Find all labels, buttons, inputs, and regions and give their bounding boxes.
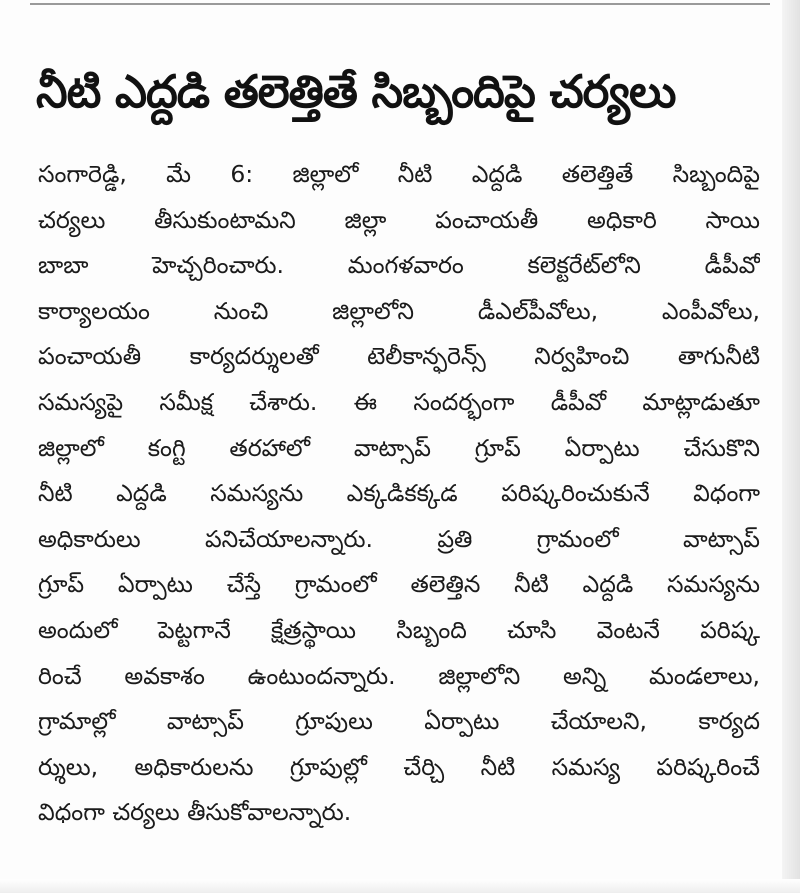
body-line: అందులో పెట్టగానే క్షేత్రస్థాయి సిబ్బంది చూసి వెంటనే పరిష్క (38, 615, 760, 644)
body-line: చర్యలు తీసుకుంటామని జిల్లా పంచాయతీ అధికారి సాయి (38, 205, 760, 234)
body-line: గ్రూప్ ఏర్పాటు చేస్తే గ్రామంలో తలెత్తిన నీటి ఎద్దడి సమస్యను (38, 570, 760, 599)
body-line: ర్శులు, అధికారులను గ్రూపుల్లో చేర్చి నీటి సమస్య పరిష్కరించే (38, 752, 760, 781)
body-line: పంచాయతీ కార్యదర్శులతో టెలీకాన్ఫరెన్స్ నిర్వహించి తాగునీటి (38, 342, 760, 371)
body-line: నీటి ఎద్దడి సమస్యను ఎక్కడికక్కడ పరిష్కరించుకునే విధంగా (38, 479, 760, 508)
top-divider (30, 3, 770, 5)
body-line: అధికారులు పనిచేయాలన్నారు. ప్రతి గ్రామంలో వాట్సాప్ (38, 524, 760, 553)
body-line: సంగారెడ్డి, మే 6: జిల్లాలో నీటి ఎద్దడి తలెత్తితే సిబ్బందిపై (38, 160, 760, 188)
body-line: జిల్లాలో కంగ్టి తరహాలో వాట్సాప్ గ్రూప్ ఏర్పాటు చేసుకొని (38, 433, 760, 462)
body-line: బాబా హెచ్చరించారు. మంగళవారం కలెక్టరేట్‌లోని డీపీవో (38, 251, 760, 280)
article-body (38, 152, 760, 836)
body-line: గ్రామాల్లో వాట్సాప్ గ్రూపులు ఏర్పాటు చేయాలని, కార్యద (38, 707, 760, 736)
body-line: విధంగా చర్యలు తీసుకోవాలన్నారు. (38, 798, 352, 827)
body-line: సమస్యపై సమీక్ష చేశారు. ఈ సందర్భంగా డీపీవో మాట్లాడుతూ (38, 387, 760, 416)
body-line: కార్యాలయం నుంచి జిల్లాలోని డీఎల్‌పీవోలు, ఎంపీవోలు, (38, 296, 760, 325)
body-line: రించే అవకాశం ఉంటుందన్నారు. జిల్లాలోని అన్ని మండలాలు, (38, 661, 760, 690)
page-edge-shadow (782, 0, 800, 893)
bottom-edge-shadow (0, 879, 800, 893)
article-headline: నీటి ఎద్దడి తలెత్తితే సిబ్బందిపై చర్యలు (36, 65, 676, 118)
